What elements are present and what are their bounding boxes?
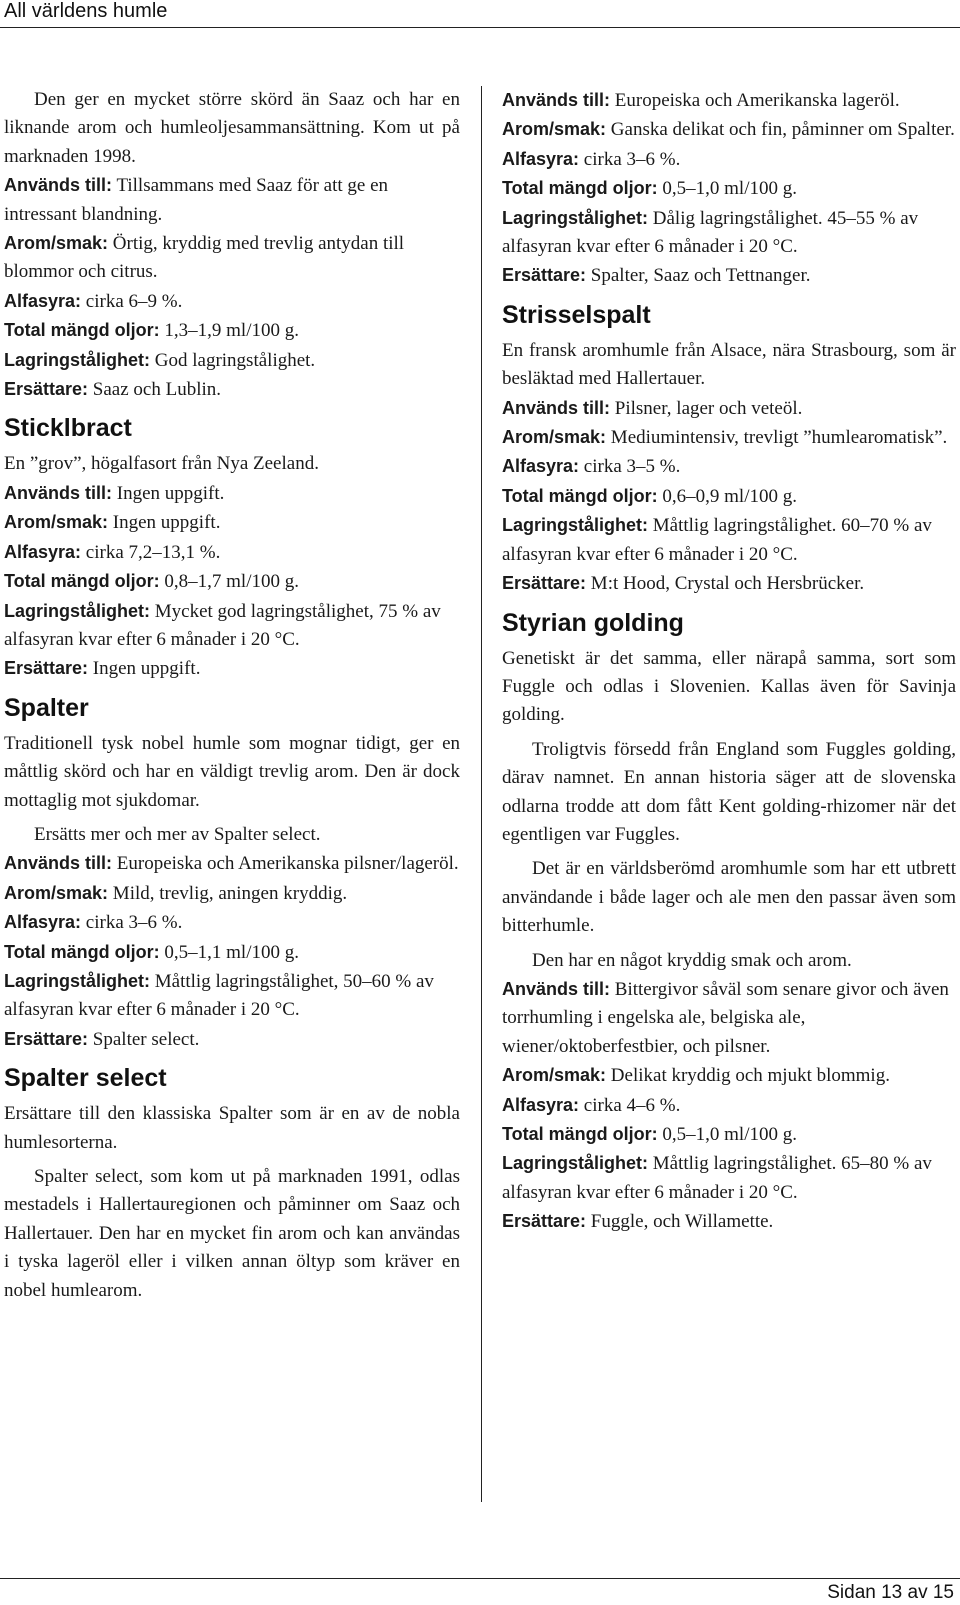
property-line [502,975,956,1061]
property-value: Europeiska och Amerikanska lageröl. [614,90,900,111]
property-label: Används till: [4,853,113,874]
property-value: 0,8–1,7 ml/100 g. [164,571,299,593]
continued-properties [502,86,956,291]
property-line [4,346,460,375]
property-label: Ersättare: [502,265,587,286]
property-value: Måttlig lagringstålighet. 65–80 % av alfasyran kvar efter 6 månader i 20 °C. [502,1153,932,1203]
spalter-note: Ersätts mer och mer av Spalter select. [34,823,321,845]
property-line [502,511,956,569]
property-value: cirka 3–6 %. [85,912,183,934]
property-value: cirka 7,2–13,1 %. [85,541,221,563]
styrian-origin: Troligtvis försedd från England som Fuggles golding, därav namnet. En annan historia säger att de slovenska odlarna trodde att dom fått Kent golding-rhizomer när det egentligen var Fuggles. [502,738,956,845]
right-column [502,86,956,1237]
footer-rule [0,1578,960,1579]
property-label: Alfasyra: [502,1094,580,1115]
property-value: Ganska delikat och fin, påminner om Spalter. [610,119,955,141]
property-line [502,1091,956,1120]
property-label: Används till: [4,482,113,503]
spalter-select-history: Spalter select, som kom ut på marknaden 1991, odlas mestadels i Hallertauregionen och påminner om Saaz och Hallertauer. Den har en mycket fin arom och kan användas i tyska lageröl eller i vilken annan öltyp som kräver en nobel humlearom. [4,1166,460,1301]
document-title: All världens humle [4,0,168,22]
property-line [502,115,956,144]
property-label: Arom/smak: [4,233,109,254]
property-label: Används till: [502,397,611,418]
property-line [4,908,460,937]
property-label: Arom/smak: [502,427,607,448]
property-line [4,508,460,537]
property-value: Mediumintensiv, trevligt ”humlearomatisk”. [610,427,948,449]
property-value: 0,5–1,0 ml/100 g. [662,1124,797,1145]
property-label: Lagringstålighet: [502,1153,649,1174]
property-value: Ingen uppgift. [92,658,201,680]
property-label: Ersättare: [4,379,89,400]
hop-title-spalter-select: Spalter select [4,1064,167,1093]
property-label: Lagringstålighet: [4,970,151,991]
strisselspalt-description: En fransk aromhumle från Alsace, nära Strasbourg, som är besläktad med Hallertauer. [502,339,956,390]
property-line [4,849,460,878]
hop-title-strisselspalt: Strisselspalt [502,300,651,329]
property-line [4,229,460,287]
property-line [502,394,956,423]
property-value: Mild, trevlig, aningen kryddig. [112,882,348,904]
property-line [502,86,956,115]
property-value: Ingen uppgift. [112,512,221,534]
property-line [4,879,460,908]
property-value: Tillsammans med Saaz för att ge en intressant blandning. [4,175,389,225]
property-value: Fuggle, och Willamette. [590,1211,774,1233]
property-line [4,479,460,508]
property-line [4,316,460,345]
property-label: Arom/smak: [4,512,109,533]
intro-properties [4,171,460,404]
property-value: 0,5–1,1 ml/100 g. [164,941,299,963]
property-line [502,1061,956,1090]
property-line [4,654,460,683]
property-line [502,174,956,203]
property-label: Ersättare: [502,1211,587,1232]
sticklbract-properties [4,479,460,684]
property-label: Total mängd oljor: [502,1124,658,1144]
property-label: Alfasyra: [502,456,580,477]
property-label: Ersättare: [502,573,587,594]
page-header [0,0,960,28]
property-line [502,261,956,290]
styrian-description: Genetiskt är det samma, eller närapå samma, sort som Fuggle och odlas i Slovenien. Kallas även för Savinja golding. [502,647,956,726]
property-value: M:t Hood, Crystal och Hersbrücker. [590,573,865,595]
header-rule [0,27,960,28]
intro-paragraph: Den ger en mycket större skörd än Saaz och har en liknande arom och humleoljesammansättning. Kom ut på marknaden 1998. [4,89,460,167]
styrian-usage: Det är en världsberömd aromhumle som har ett utbrett användande i både lager och ale men den passar även som bitterhumle. [502,858,956,937]
property-value: cirka 3–5 %. [583,456,681,478]
property-line [502,482,956,511]
property-line [4,171,460,229]
property-label: Ersättare: [4,1028,89,1049]
spalter-select-description: Ersättare till den klassiska Spalter som är en av de nobla humlesorterna. [4,1103,460,1153]
property-value: 1,3–1,9 ml/100 g. [164,320,299,342]
property-label: Alfasyra: [502,148,580,169]
spalter-properties [4,849,460,1054]
property-value: cirka 3–6 %. [583,148,681,170]
property-line [4,967,460,1025]
property-label: Lagringstålighet: [4,349,151,370]
property-label: Alfasyra: [4,290,82,311]
property-line [502,145,956,174]
property-label: Lagringstålighet: [502,515,649,536]
property-value: cirka 4–6 %. [583,1094,681,1116]
property-line [4,597,460,655]
property-value: Måttlig lagringstålighet, 50–60 % av alfasyran kvar efter 6 månader i 20 °C. [4,970,434,1021]
property-value: Bittergivor såväl som senare givor och även torrhumling i engelska ale, belgiska ale, wiener/oktoberfestbier, och pilsner. [502,978,949,1057]
column-divider [481,86,482,1502]
page-number: Sidan 13 av 15 [827,1582,954,1603]
property-line [502,1120,956,1149]
property-value: Delikat kryddig och mjukt blommig. [610,1065,890,1087]
property-line [502,569,956,598]
styrian-properties [502,975,956,1237]
property-value: Pilsner, lager och veteöl. [614,397,803,419]
sticklbract-description: En ”grov”, högalfasort från Nya Zeeland. [4,453,319,475]
property-label: Ersättare: [4,658,89,679]
property-label: Lagringstålighet: [502,207,649,228]
property-value: 0,6–0,9 ml/100 g. [662,485,797,507]
property-value: Saaz och Lublin. [92,379,222,401]
property-value: Dålig lagringstålighet. 45–55 % av alfasyran kvar efter 6 månader i 20 °C. [502,207,919,258]
property-value: Örtig, kryddig med trevlig antydan till blommor och citrus. [4,233,405,283]
property-label: Lagringstålighet: [4,600,151,621]
property-line [502,204,956,262]
property-value: Måttlig lagringstålighet. 60–70 % av alfasyran kvar efter 6 månader i 20 °C. [502,515,932,565]
property-line [4,1025,460,1054]
styrian-taste: Den har en något kryddig smak och arom. [532,949,852,971]
property-label: Total mängd oljor: [502,485,658,506]
property-value: cirka 6–9 %. [85,290,183,312]
property-value: Mycket god lagringstålighet, 75 % av alfasyran kvar efter 6 månader i 20 °C. [4,600,441,650]
property-label: Total mängd oljor: [502,178,658,199]
spalter-description: Traditionell tysk nobel humle som mognar tidigt, ger en måttlig skörd och har en väldigt trevlig arom. Den är dock mottaglig mot sjukdomar. [4,732,460,811]
property-value: Europeiska och Amerikanska pilsner/lageröl. [116,853,459,875]
property-line [4,375,460,404]
hop-title-styrian-golding: Styrian golding [502,608,684,637]
property-label: Total mängd oljor: [4,320,160,341]
hop-title-spalter: Spalter [4,693,89,722]
property-line [4,938,460,967]
property-label: Används till: [4,175,113,196]
property-label: Total mängd oljor: [4,941,160,962]
page-footer [0,1578,960,1605]
property-label: Arom/smak: [4,882,109,903]
strisselspalt-properties [502,394,956,599]
property-label: Används till: [502,978,611,999]
property-line [502,423,956,452]
property-label: Alfasyra: [4,541,82,562]
property-value: Spalter, Saaz och Tettnanger. [590,265,811,287]
property-value: God lagringstålighet. [154,349,316,371]
property-line [502,1149,956,1207]
property-line [4,567,460,596]
property-line [4,538,460,567]
property-value: 0,5–1,0 ml/100 g. [662,178,797,200]
hop-title-sticklbract: Sticklbract [4,414,132,443]
property-value: Spalter select. [92,1028,200,1050]
property-label: Arom/smak: [502,1065,607,1086]
property-label: Total mängd oljor: [4,571,160,592]
property-label: Alfasyra: [4,912,82,933]
property-label: Används till: [502,90,611,110]
left-column [4,86,460,1305]
property-value: Ingen uppgift. [116,482,225,504]
property-line [502,452,956,481]
property-label: Arom/smak: [502,119,607,140]
property-line [502,1207,956,1236]
property-line [4,287,460,316]
